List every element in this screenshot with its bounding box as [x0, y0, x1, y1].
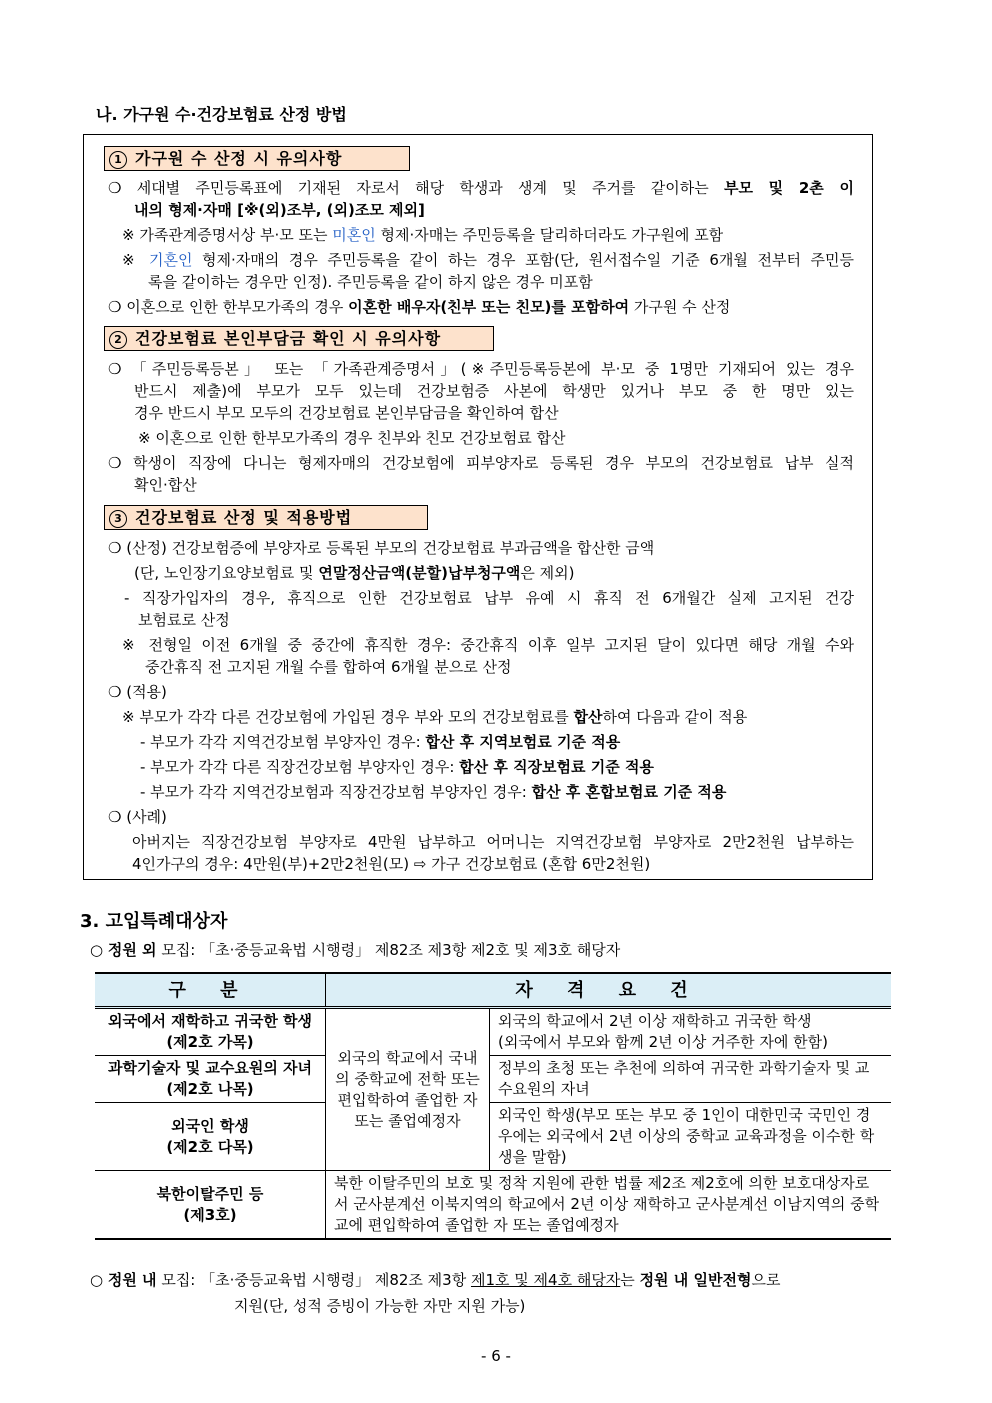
- text-line: ※ 전형일 이전 6개월 중 중간에 휴직한 경우: 중간휴직 이후 일부 고지된 달이 있다면 해당 개월 수와: [122, 636, 854, 654]
- table-header-requirements: 자 격 요 건: [326, 973, 892, 1008]
- notes-header-2: [104, 326, 494, 351]
- table-row: [95, 1056, 891, 1103]
- text-line: 중간휴직 전 고지된 개월 수를 합하여 6개월 분으로 산정: [145, 658, 512, 676]
- text-line: - 부모가 각각 다른 직장건강보험 부양자인 경우: 합산 후 직장보험료 기준 적용: [140, 758, 654, 776]
- notes-header-label: 건강보험료 본인부담금 확인 시 유의사항: [135, 329, 442, 348]
- table-category-cell: 외국인 학생 (제2호 다목): [95, 1103, 326, 1171]
- table-shared-condition: 외국의 학교에서 국내의 중학교에 전학 또는 편입학하여 졸업한 자 또는 졸업예정자: [326, 1008, 490, 1171]
- text-line: ❍ 학생이 직장에 다니는 형제자매의 건강보험에 피부양자로 등록된 경우 부모의 건강보험료 납부 실적: [108, 454, 854, 472]
- text-line: 4인가구의 경우: 4만원(부)+2만2천원(모) ⇨ 가구 건강보험료 (혼합 6만2천원): [132, 855, 651, 873]
- table-row: [95, 1103, 891, 1171]
- text-line: ❍ (적용): [108, 683, 167, 701]
- text-line: - 부모가 각각 지역건강보험과 직장건강보험 부양자인 경우: 합산 후 혼합보험료 기준 적용: [140, 783, 727, 801]
- section-title-3: 3. 고입특례대상자: [80, 911, 228, 932]
- text-line: ❍ 「주민등록등본」 또는 「가족관계증명서」(※주민등록등본에 부·모 중 1명만 기재되어 있는 경우: [108, 360, 854, 378]
- text-line: ※ 부모가 각각 다른 건강보험에 가입된 경우 부와 모의 건강보험료를 합산하여 다음과 같이 적용: [122, 708, 748, 726]
- text-line: 확인·합산: [134, 476, 197, 494]
- text-line: ❍ 세대별 주민등록표에 기재된 자로서 해당 학생과 생계 및 주거를 같이하는 부모 및 2촌 이: [108, 179, 854, 197]
- circled-number: 1: [109, 151, 127, 169]
- text-line: 록을 같이하는 경우만 인정). 주민등록을 같이 하지 않은 경우 미포함: [148, 273, 593, 291]
- text-line: 보험료로 산정: [138, 611, 230, 629]
- footer-note-line1: ○ 정원 내 모집: 「초·중등교육법 시행령」 제82조 제3항 제1호 및 제4호 해당자는 정원 내 일반전형으로: [90, 1271, 781, 1289]
- table-requirement-cell: 정부의 초청 또는 추천에 의하여 귀국한 과학기술자 및 교수요원의 자녀: [490, 1056, 892, 1103]
- notes-header-label: 가구원 수 산정 시 유의사항: [135, 149, 343, 168]
- table-header-category: 구 분: [95, 973, 326, 1008]
- text-line: - 직장가입자의 경우, 휴직으로 인한 건강보험료 납부 유예 시 휴직 전 6개월간 실제 고지된 건강: [124, 589, 854, 607]
- text-line: ※ 기혼인 형제·자매의 경우 주민등록을 같이 하는 경우 포함(단, 원서접수일 기준 6개월 전부터 주민등: [122, 251, 854, 269]
- table-category-cell: 과학기술자 및 교수요원의 자녀 (제2호 나목): [95, 1056, 326, 1103]
- text-line: 경우 반드시 부모 모두의 건강보험료 본인부담금을 확인하여 합산: [134, 404, 559, 422]
- section-title-na: 나. 가구원 수·건강보험료 산정 방법: [96, 105, 347, 124]
- table-row: [95, 1171, 891, 1240]
- section3-subtitle: ○ 정원 외 모집: 「초·중등교육법 시행령」 제82조 제3항 제2호 및 제3호 해당자: [90, 941, 621, 959]
- text-line: ❍ (산정) 건강보험증에 부양자로 등록된 부모의 건강보험료 부과금액을 합산한 금액: [108, 539, 655, 557]
- table-row: [95, 1008, 891, 1056]
- text-line: 내의 형제·자매 [※(외)조부, (외)조모 제외]: [134, 201, 425, 219]
- footer-note-line2: 지원(단, 성적 증빙이 가능한 자만 지원 가능): [234, 1297, 526, 1315]
- circled-number: 3: [109, 510, 127, 528]
- table-category-cell: 북한이탈주민 등 (제3호): [95, 1171, 326, 1240]
- text-line: 아버지는 직장건강보험 부양자로 4만원 납부하고 어머니는 지역건강보험 부양자로 2만2천원 납부하는: [132, 833, 854, 851]
- notes-header-3: [104, 505, 428, 530]
- text-line: ※ 가족관계증명서상 부·모 또는 미혼인 형제·자매는 주민등록을 달리하더라도 가구원에 포함: [122, 226, 724, 244]
- table-category-cell: 외국에서 재학하고 귀국한 학생 (제2호 가목): [95, 1008, 326, 1056]
- table-requirement-cell: 북한 이탈주민의 보호 및 정착 지원에 관한 법률 제2조 제2호에 의한 보호대상자로서 군사분계선 이북지역의 학교에서 2년 이상 재학하고 군사분계선 이남지역의 중학교에 편입학하여 졸업한 자 또는 졸업예정자: [326, 1171, 892, 1240]
- table-header-row: [95, 973, 891, 1008]
- text-line: (단, 노인장기요양보험료 및 연말정산금액(분할)납부청구액은 제외): [134, 564, 575, 582]
- notes-header-1: [104, 146, 410, 171]
- text-line: ❍ (사례): [108, 808, 167, 826]
- text-line: - 부모가 각각 지역건강보험 부양자인 경우: 합산 후 지역보험료 기준 적용: [140, 733, 621, 751]
- text-line: ※ 이혼으로 인한 한부모가족의 경우 친부와 친모 건강보험료 합산: [138, 429, 566, 447]
- circled-number: 2: [109, 331, 127, 349]
- table-requirement-cell: 외국인 학생(부모 또는 부모 중 1인이 대한민국 국민인 경우에는 외국에서 2년 이상의 중학교 교육과정을 이수한 학생을 말함): [490, 1103, 892, 1171]
- table-requirement-cell: 외국의 학교에서 2년 이상 재학하고 귀국한 학생 (외국에서 부모와 함께 2년 이상 거주한 자에 한함): [490, 1008, 892, 1056]
- eligibility-table: [95, 972, 891, 1240]
- text-line: 반드시 제출)에 부모가 모두 있는데 건강보험증 사본에 학생만 있거나 부모 중 한 명만 있는: [134, 382, 854, 400]
- text-line: ❍ 이혼으로 인한 한부모가족의 경우 이혼한 배우자(친부 또는 친모)를 포함하여 가구원 수 산정: [108, 298, 731, 316]
- page-number: - 6 -: [481, 1347, 511, 1365]
- notes-header-label: 건강보험료 산정 및 적용방법: [135, 508, 353, 527]
